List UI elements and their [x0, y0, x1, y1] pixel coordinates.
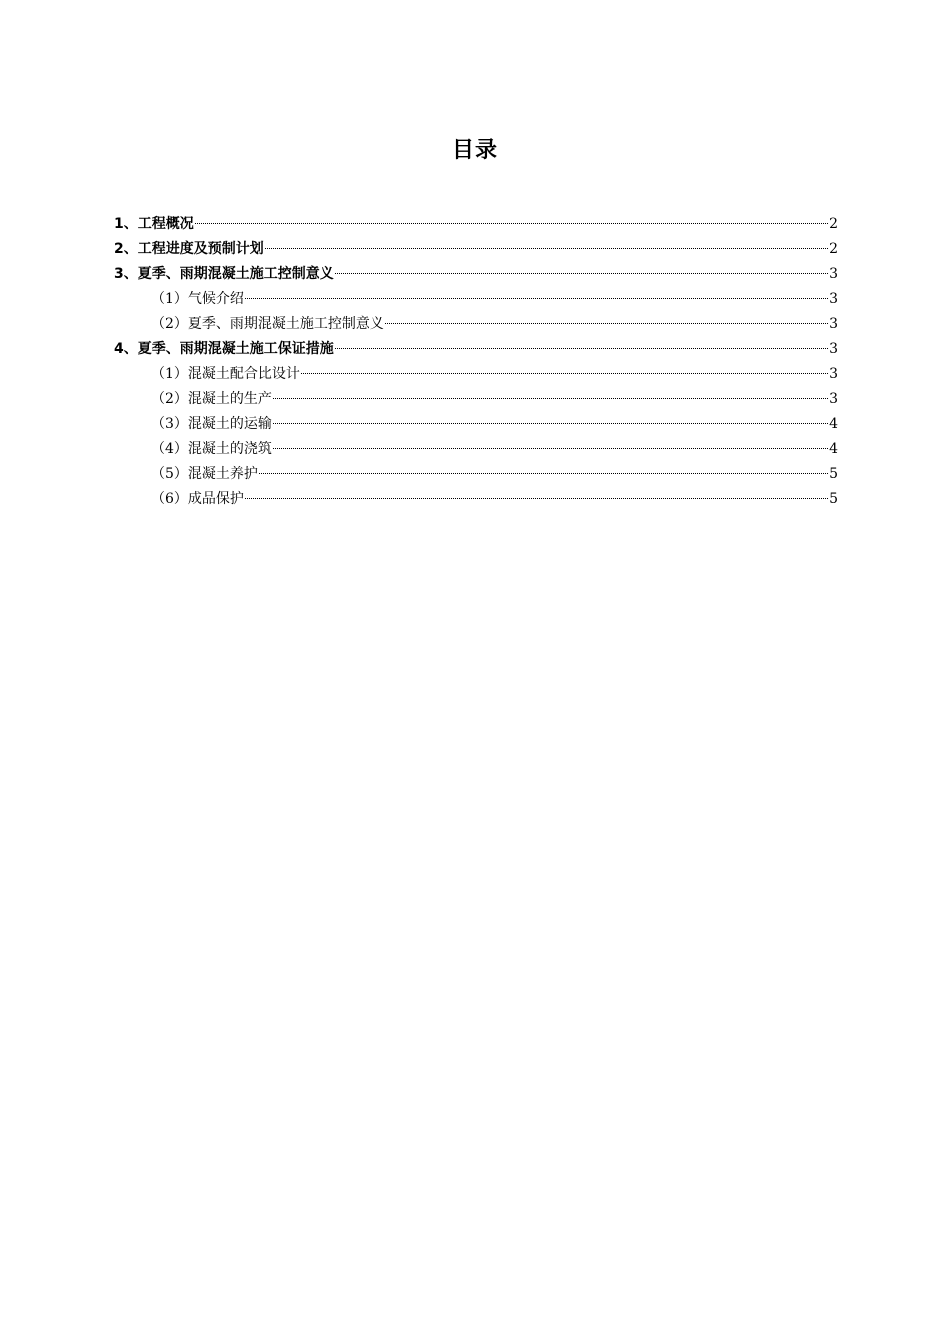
toc-entry[interactable]: [114, 262, 838, 287]
toc-entry-label: （2）夏季、雨期混凝土施工控制意义: [151, 316, 384, 332]
toc-entry-label: （2）混凝土的生产: [151, 391, 272, 407]
toc-subentry[interactable]: [114, 387, 838, 412]
toc-dot-leader: [301, 373, 828, 374]
toc-entry-label: 4、夏季、雨期混凝土施工保证措施: [114, 341, 334, 357]
toc-entry[interactable]: [114, 237, 838, 262]
toc-subentry[interactable]: [114, 362, 838, 387]
toc-title: 目录: [451, 138, 498, 163]
toc-subentry[interactable]: [114, 487, 838, 512]
toc-dot-leader: [335, 273, 828, 274]
toc-entry-label: 1、工程概况: [114, 216, 194, 232]
toc-entry[interactable]: [114, 212, 838, 237]
toc-subentry[interactable]: [114, 287, 838, 312]
toc-entry-page: 3: [829, 341, 838, 357]
toc-dot-leader: [385, 323, 828, 324]
toc-entry-page: 3: [829, 366, 838, 382]
toc-entry-page: 4: [829, 416, 838, 432]
toc-entry[interactable]: [114, 337, 838, 362]
toc-entry-page: 2: [829, 241, 838, 257]
toc-entry-page: 3: [829, 391, 838, 407]
toc-dot-leader: [265, 248, 828, 249]
toc-subentry[interactable]: [114, 312, 838, 337]
toc-entry-page: 4: [829, 441, 838, 457]
toc-dot-leader: [245, 298, 828, 299]
toc-entry-label: （3）混凝土的运输: [151, 416, 272, 432]
toc-entry-label: 3、夏季、雨期混凝土施工控制意义: [114, 266, 334, 282]
toc-entry-page: 2: [829, 216, 838, 232]
toc-dot-leader: [273, 448, 828, 449]
toc-entry-label: （1）混凝土配合比设计: [151, 366, 300, 382]
toc-entry-label: 2、工程进度及预制计划: [114, 241, 264, 257]
toc-entry-label: （5）混凝土养护: [151, 466, 258, 482]
toc-entry-page: 3: [829, 316, 838, 332]
toc-dot-leader: [195, 223, 828, 224]
table-of-contents: [114, 212, 838, 512]
toc-entry-label: （1）气候介绍: [151, 291, 244, 307]
toc-dot-leader: [245, 498, 828, 499]
toc-dot-leader: [273, 423, 828, 424]
toc-entry-page: 5: [829, 491, 838, 507]
toc-dot-leader: [335, 348, 828, 349]
toc-subentry[interactable]: [114, 412, 838, 437]
toc-dot-leader: [259, 473, 828, 474]
toc-entry-page: 3: [829, 291, 838, 307]
toc-dot-leader: [273, 398, 828, 399]
toc-entry-label: （6）成品保护: [151, 491, 244, 507]
toc-entry-label: （4）混凝土的浇筑: [151, 441, 272, 457]
toc-subentry[interactable]: [114, 437, 838, 462]
toc-entry-page: 5: [829, 466, 838, 482]
toc-subentry[interactable]: [114, 462, 838, 487]
toc-entry-page: 3: [829, 266, 838, 282]
